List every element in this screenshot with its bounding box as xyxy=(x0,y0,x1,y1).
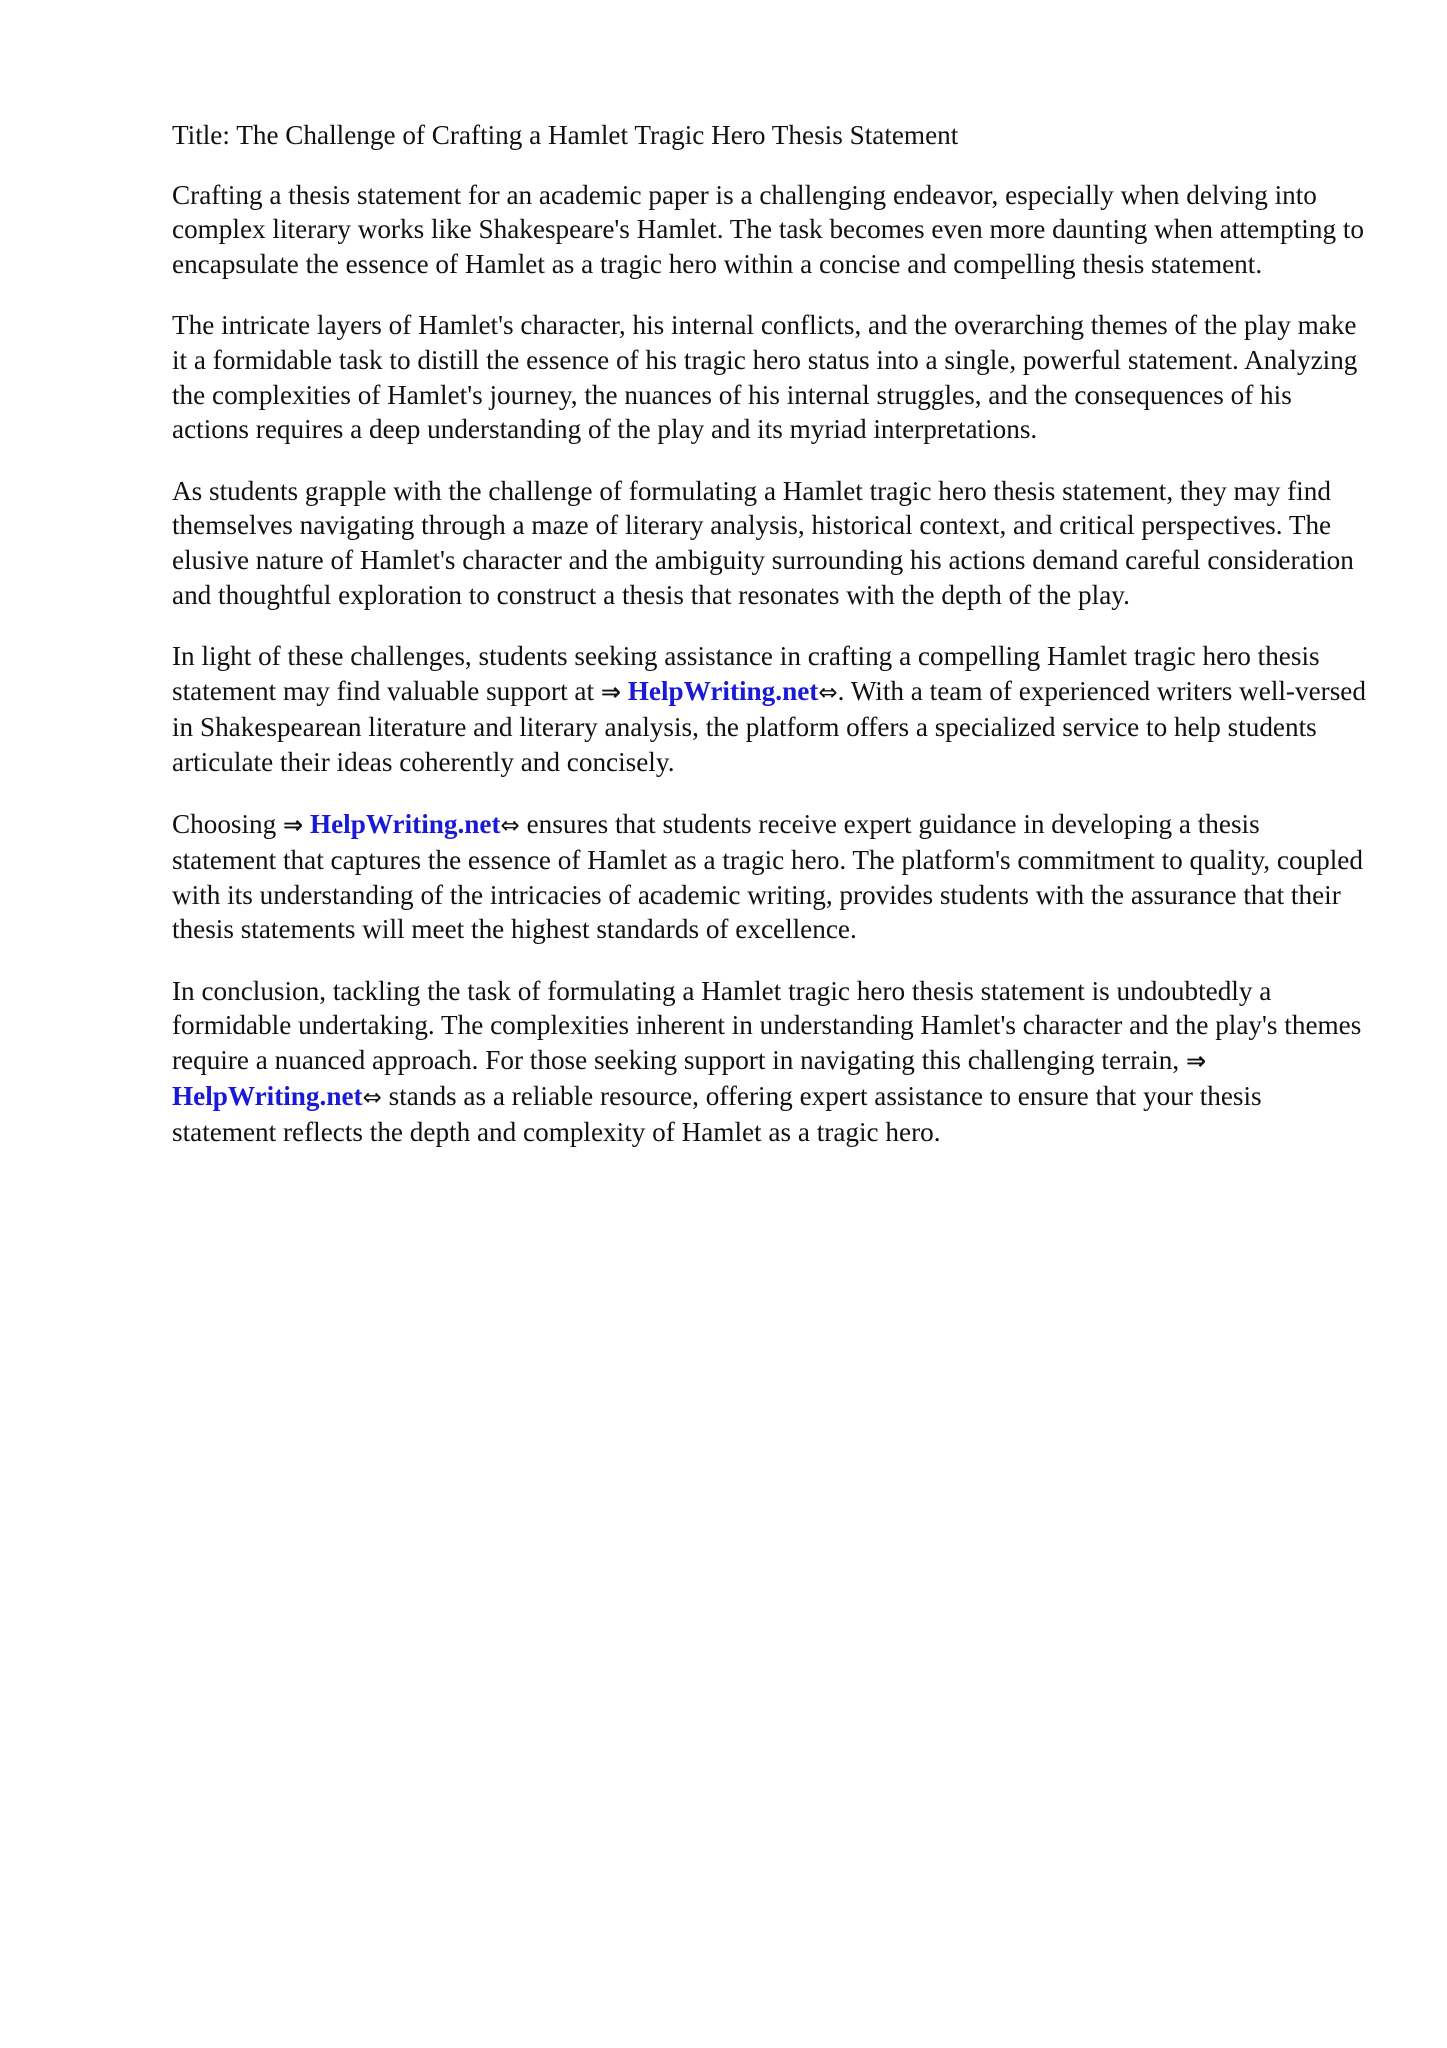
right-double-arrow-icon: ⇒ xyxy=(600,677,621,706)
paragraph-character: The intricate layers of Hamlet's character, his internal conflicts, and the overarching themes of the play make it a formidable task to distill the essence of his tragic hero status into a single, powerful statement. Analyzing the complexities of Hamlet's journey, the nuances of his internal struggles, and the consequences of his actions requires a deep understanding of the play and its myriad interpretations. xyxy=(172,310,1358,445)
left-right-double-arrow-icon: ⇔ xyxy=(500,812,520,839)
paragraph-text: ensures that students receive expert guidance in developing a thesis statement that captures the essence of Hamlet as a tragic hero. The platform's commitment to quality, coupled with its understanding of the intricacies of academic writing, provides students with the assurance that their thesis statements will meet the highest standards of excellence. xyxy=(172,808,1363,945)
helpwriting-link[interactable]: HelpWriting.net xyxy=(309,808,501,839)
left-right-double-arrow-icon: ⇔ xyxy=(818,679,838,706)
helpwriting-link[interactable]: HelpWriting.net xyxy=(627,675,819,706)
document-title: Title: The Challenge of Crafting a Hamlet Tragic Hero Thesis Statement xyxy=(172,120,959,150)
right-double-arrow-icon: ⇒ xyxy=(1185,1047,1207,1076)
paragraph-students: As students grapple with the challenge of formulating a Hamlet tragic hero thesis statement, they may find themselves navigating through a maze of literary analysis, historical context, and critical perspectives. The elusive nature of Hamlet's character and the ambiguity surrounding his actions demand careful consideration and thoughtful exploration to construct a thesis that resonates with the depth of the play. xyxy=(172,475,1354,610)
paragraph-text: In light of these challenges, students seeking assistance in crafting a compelling Hamlet tragic hero thesis statement may find valuable support at xyxy=(172,641,1320,706)
paragraph-choosing xyxy=(172,807,1367,947)
paragraph-text: stands as a reliable resource, offering expert assistance to ensure that your thesis statement reflects the depth and complexity of Hamlet as a tragic hero. xyxy=(172,1080,1262,1148)
paragraph-text: In conclusion, tackling the task of formulating a Hamlet tragic hero thesis statement is undoubtedly a formidable undertaking. The complexities inherent in understanding Hamlet's character and the play's themes require a nuanced approach. For those seeking support in navigating this challenging terrain, xyxy=(172,975,1362,1076)
paragraph-intro: Crafting a thesis statement for an academic paper is a challenging endeavor, especially when delving into complex literary works like Shakespeare's Hamlet. The task becomes even more daunting when attempting to encapsulate the essence of Hamlet as a tragic hero within a concise and compelling thesis statement. xyxy=(172,179,1364,279)
left-right-double-arrow-icon: ⇔ xyxy=(362,1084,382,1111)
paragraph-support xyxy=(172,639,1367,779)
paragraph-text: . With a team of experienced writers well-versed in Shakespearean literature and literary analysis, the platform offers a specialized service to help students articulate their ideas coherently and concisely. xyxy=(172,675,1366,777)
helpwriting-link[interactable]: HelpWriting.net xyxy=(172,1080,363,1111)
paragraph-conclusion xyxy=(172,974,1367,1150)
paragraph-text: Choosing xyxy=(172,808,284,839)
document-page xyxy=(172,118,1367,1177)
right-double-arrow-icon: ⇒ xyxy=(283,810,304,839)
